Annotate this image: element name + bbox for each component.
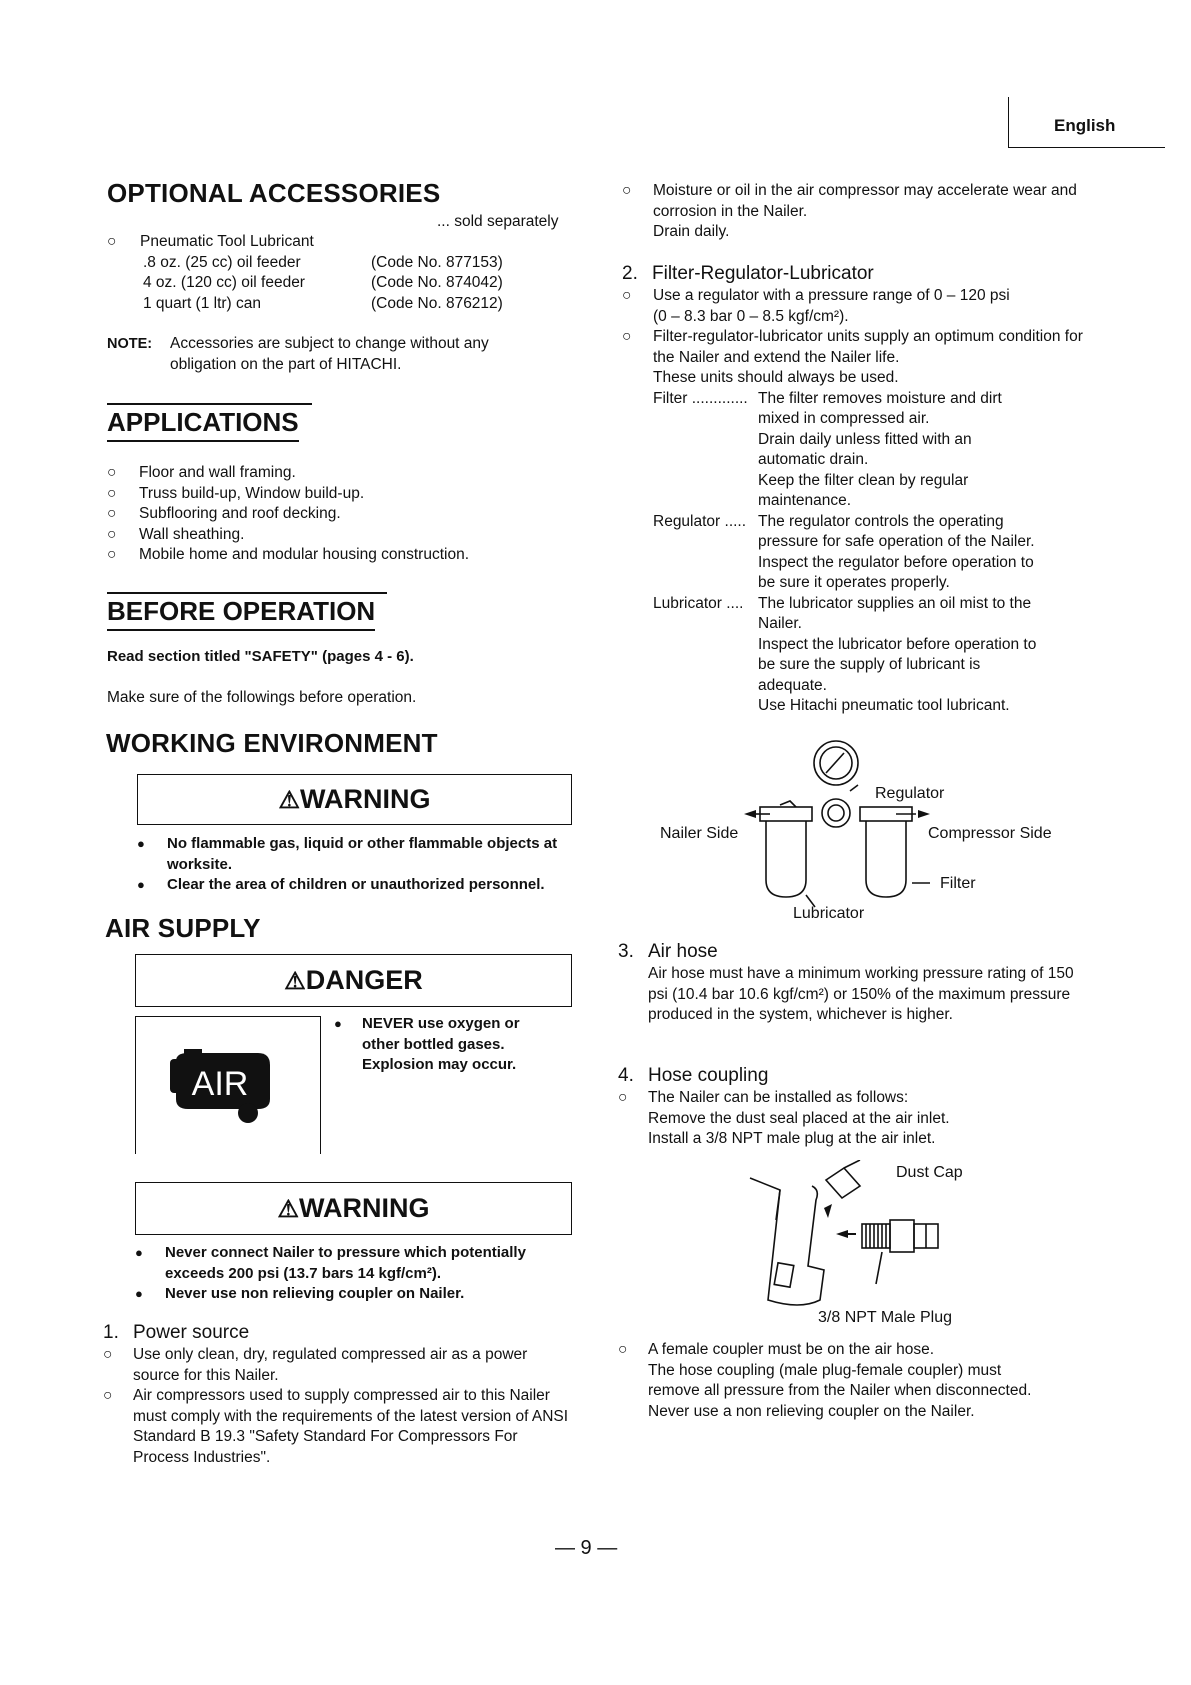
list-item: ○ Use only clean, dry, regulated compressed air as a power source for this Nailer. bbox=[103, 1346, 528, 1384]
diagram-label-lubricator: Lubricator bbox=[793, 905, 865, 922]
warning-box-2: ⚠WARNING bbox=[135, 1182, 572, 1235]
accessory-rows bbox=[107, 253, 577, 315]
applications-top-rule bbox=[107, 403, 312, 405]
header-vertical-rule bbox=[1008, 97, 1009, 147]
bullet-dot-icon: ● bbox=[135, 1286, 143, 1301]
list-item: ○ The Nailer can be installed as follows: bbox=[618, 1088, 1088, 1109]
hose-coupling-heading: 4. Hose coupling bbox=[618, 1065, 769, 1086]
working-environment-title: WORKING ENVIRONMENT bbox=[106, 728, 438, 758]
air-supply-warning-list bbox=[135, 1243, 580, 1305]
power-source-section bbox=[103, 1321, 573, 1468]
applications-list bbox=[107, 463, 577, 566]
air-supply-title: AIR SUPPLY bbox=[105, 913, 261, 943]
air-hose-heading: 3. Air hose bbox=[618, 941, 718, 962]
female-coupler-section bbox=[618, 1340, 1088, 1422]
working-environment-list bbox=[137, 834, 577, 896]
applications-title: APPLICATIONS bbox=[107, 404, 299, 442]
list-item: ● Clear the area of children or unauthorized personnel. bbox=[137, 875, 577, 896]
circle-bullet-icon: ○ bbox=[103, 1387, 113, 1404]
list-item: ● No flammable gas, liquid or other flammable objects at worksite. bbox=[137, 835, 558, 873]
frl-diagram bbox=[740, 735, 940, 925]
list-item: ● NEVER use oxygen or other bottled gases. Explosion may occur. bbox=[334, 1015, 520, 1073]
bullet-dot-icon: ● bbox=[137, 877, 145, 892]
definition-text: The lubricator supplies an oil mist to the Nailer. Inspect the lubricator before operation to be sure the supply of lubricant is adequate. Use Hitachi pneumatic tool lubricant. bbox=[758, 594, 1037, 714]
accessory-note: NOTE: Accessories are subject to change without any obligation on the part of HITACHI. bbox=[107, 335, 489, 373]
accessory-row: 4 oz. (120 cc) oil feeder (Code No. 874042) bbox=[143, 274, 503, 291]
female-coupler-cont: remove all pressure from the Nailer when disconnected. bbox=[648, 1382, 1032, 1399]
hose-coupling-cont: Remove the dust seal placed at the air inlet. bbox=[648, 1109, 950, 1127]
optional-accessories-section bbox=[107, 178, 577, 375]
hose-coupling-cont: Install a 3/8 NPT male plug at the air inlet. bbox=[648, 1130, 936, 1147]
bullet-dot-icon: ● bbox=[137, 836, 145, 851]
circle-bullet-icon: ○ bbox=[107, 525, 117, 543]
air-icon-text: AIR bbox=[191, 1065, 249, 1103]
female-coupler-cont: Never use a non relieving coupler on the Nailer. bbox=[648, 1402, 975, 1420]
diagram-label-compressor-side: Compressor Side bbox=[928, 825, 1052, 842]
page-number: — 9 — bbox=[555, 1537, 618, 1559]
before-operation-section bbox=[107, 593, 577, 708]
bullet-dot-icon: ● bbox=[334, 1016, 342, 1031]
moisture-section bbox=[622, 181, 1082, 243]
danger-box: ⚠DANGER bbox=[135, 954, 572, 1007]
power-source-heading: 1. Power source bbox=[103, 1322, 250, 1343]
diagram-label-regulator: Regulator bbox=[875, 785, 945, 802]
language-label: English bbox=[1054, 116, 1116, 135]
accessory-row: .8 oz. (25 cc) oil feeder (Code No. 877153) bbox=[143, 253, 503, 271]
note-label: NOTE: bbox=[107, 336, 153, 352]
frl-item2-cont: These units should always be used. bbox=[653, 369, 899, 386]
definition-lubricator: Lubricator .... The lubricator supplies an oil mist to the Nailer. Inspect the lubricator before operation to be sure the supply of lubricant is adequate. Use Hitachi pneumatic tool lubricant. bbox=[653, 594, 1092, 717]
definition-regulator: Regulator ..... The regulator controls the operating pressure for safe operation of the Nailer. Inspect the regulator before operation to be sure it operates properly. bbox=[653, 512, 1092, 594]
optional-accessories-title: OPTIONAL ACCESSORIES bbox=[107, 178, 441, 208]
list-item: ● Never use non relieving coupler on Nailer. bbox=[135, 1284, 580, 1305]
danger-item bbox=[334, 1014, 544, 1076]
list-item: ○ Subflooring and roof decking. bbox=[107, 504, 577, 525]
circle-bullet-icon: ○ bbox=[107, 505, 117, 522]
air-compressor-icon bbox=[162, 1045, 282, 1132]
accessory-item: ○ Pneumatic Tool Lubricant bbox=[107, 232, 577, 253]
list-item: ○ Use a regulator with a pressure range of 0 – 120 psi bbox=[622, 286, 1092, 307]
coupling-diagram bbox=[740, 1160, 960, 1320]
list-item: ● Never connect Nailer to pressure which potentially exceeds 200 psi (13.7 bars 14 kgf/cm²). bbox=[135, 1244, 526, 1282]
applications-section bbox=[107, 404, 577, 566]
air-hose-text: Air hose must have a minimum working pressure rating of 150 psi (10.4 bar 10.6 kgf/cm²) or 150% of the maximum pressure produced in the system, whichever is higher. bbox=[648, 965, 1074, 1023]
header-horizontal-rule bbox=[1008, 147, 1165, 148]
circle-bullet-icon: ○ bbox=[107, 464, 117, 481]
definition-filter: Filter ............. The filter removes moisture and dirt mixed in compressed air. Drain daily unless fitted with an automatic drain. Keep the filter clean by regular maintenance. bbox=[653, 389, 1092, 512]
drain-daily: Drain daily. bbox=[653, 223, 730, 240]
circle-bullet-icon: ○ bbox=[622, 287, 632, 304]
air-hose-section bbox=[618, 940, 1088, 1026]
frl-definitions bbox=[622, 389, 1092, 717]
diagram-label-male-plug: 3/8 NPT Male Plug bbox=[818, 1309, 952, 1326]
list-item: ○ Moisture or oil in the air compressor may accelerate wear and corrosion in the Nailer. bbox=[622, 182, 1077, 220]
definition-text: The regulator controls the operating pressure for safe operation of the Nailer. Inspect the regulator before operation to be sure it operates properly. bbox=[758, 512, 1035, 591]
before-operation-top-rule bbox=[107, 592, 387, 594]
circle-bullet-icon: ○ bbox=[107, 233, 117, 250]
frl-item1-cont: (0 – 8.3 bar 0 – 8.5 kgf/cm²). bbox=[653, 307, 849, 325]
hose-coupling-section bbox=[618, 1064, 1088, 1150]
circle-bullet-icon: ○ bbox=[618, 1341, 628, 1358]
circle-bullet-icon: ○ bbox=[622, 328, 632, 345]
list-item: ○ Floor and wall framing. bbox=[107, 463, 577, 484]
list-item: ○ Air compressors used to supply compressed air to this Nailer must comply with the requirements of the latest version of ANSI Standard B 19.3 "Safety Standard For Compressors For Process Industries". bbox=[103, 1387, 569, 1466]
circle-bullet-icon: ○ bbox=[107, 546, 117, 563]
circle-bullet-icon: ○ bbox=[618, 1089, 628, 1106]
list-item: ○ A female coupler must be on the air hose. bbox=[618, 1340, 1088, 1361]
warning-triangle-icon: ⚠ bbox=[277, 1196, 299, 1223]
list-item: ○ Mobile home and modular housing construction. bbox=[107, 545, 577, 566]
warning-box-1: ⚠WARNING bbox=[137, 774, 572, 825]
frl-section bbox=[622, 262, 1092, 717]
warning-triangle-icon: ⚠ bbox=[278, 787, 300, 814]
before-operation-title: BEFORE OPERATION bbox=[107, 593, 375, 631]
sold-separately: ... sold separately bbox=[437, 213, 559, 230]
read-safety-note: Read section titled "SAFETY" (pages 4 - 6). bbox=[107, 648, 414, 665]
warning-triangle-icon: ⚠ bbox=[284, 968, 306, 995]
list-item: ○ Filter-regulator-lubricator units supply an optimum condition for the Nailer and extend the Nailer life. bbox=[622, 328, 1083, 366]
female-coupler-cont: The hose coupling (male plug-female coupler) must bbox=[648, 1361, 1002, 1379]
diagram-label-dust-cap: Dust Cap bbox=[896, 1164, 963, 1181]
circle-bullet-icon: ○ bbox=[103, 1346, 113, 1363]
circle-bullet-icon: ○ bbox=[107, 484, 117, 502]
make-sure-text: Make sure of the followings before operation. bbox=[107, 688, 417, 706]
accessory-row: 1 quart (1 ltr) can (Code No. 876212) bbox=[143, 294, 503, 312]
definition-text: The filter removes moisture and dirt mixed in compressed air. Drain daily unless fitted with an automatic drain. Keep the filter clean by regular maintenance. bbox=[758, 389, 1002, 509]
list-item: ○ Truss build-up, Window build-up. bbox=[107, 484, 577, 505]
list-item: ○ Wall sheathing. bbox=[107, 525, 577, 546]
diagram-label-nailer-side: Nailer Side bbox=[660, 825, 739, 842]
diagram-label-filter: Filter bbox=[940, 875, 976, 892]
circle-bullet-icon: ○ bbox=[622, 182, 632, 199]
frl-heading: 2. Filter-Regulator-Lubricator bbox=[622, 263, 874, 284]
bullet-dot-icon: ● bbox=[135, 1245, 143, 1260]
